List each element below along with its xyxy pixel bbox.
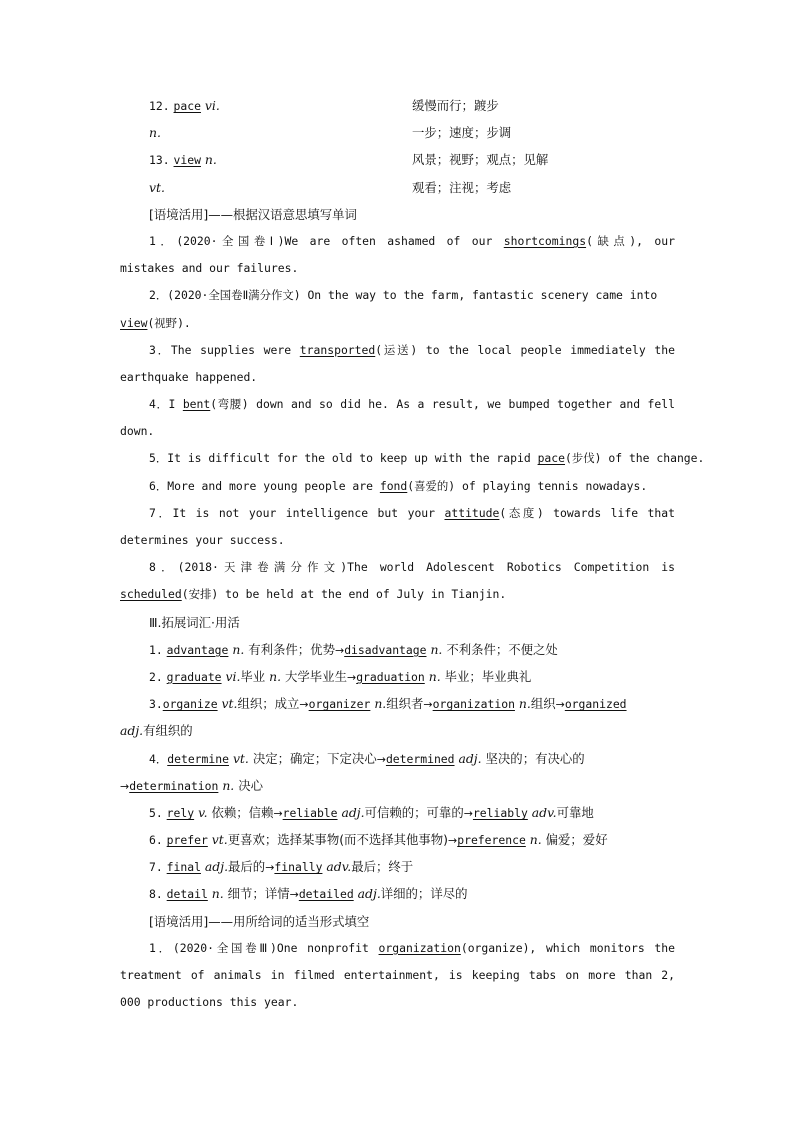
document-page xyxy=(120,92,705,1016)
ext-item-6: 6. prefer vt.更喜欢；选择某事物(而不选择其他事物)→preference n. 偏爱；爱好 xyxy=(149,832,608,848)
exercise-4-line-1: 4．I bent(弯腰) down and so did he. As a result, we bumped together and fell xyxy=(149,397,675,412)
arrow-icon: → xyxy=(423,698,433,712)
exercise-1-line-2: mistakes and our failures. xyxy=(120,261,299,276)
exercise-b1-line-2: treatment of animals in filmed entertainment, is keeping tabs on more than 2, xyxy=(120,968,675,982)
exercise-8-line-1: 8．(2018·天津卷满分作文)The world Adolescent Robotics Competition is xyxy=(149,560,675,575)
arrow-icon: → xyxy=(448,834,458,848)
arrow-icon: → xyxy=(376,752,386,766)
exercise-1-line-1: 1．(2020·全国卷Ⅰ)We are often ashamed of our shortcomings(缺点), our xyxy=(149,233,675,248)
arrow-icon: → xyxy=(463,806,473,820)
arrow-icon: → xyxy=(265,861,275,875)
section-title-fill-forms: [语境活用]——用所给词的适当形式填空 xyxy=(149,913,370,929)
arrow-icon: → xyxy=(120,779,130,793)
ext-item-1: 1. advantage n. 有利条件；优势→disadvantage n. 不利条件；不便之处 xyxy=(149,641,558,657)
vocab-row-13: 13. view n. 风景；视野；观点；见解 xyxy=(149,152,549,168)
ext-item-4-line-2: →determination n. 决心 xyxy=(120,777,263,793)
arrow-icon: → xyxy=(555,698,565,712)
exercise-3-line-1: 3．The supplies were transported(运送) to the local people immediately the xyxy=(149,342,675,357)
ext-item-2: 2. graduate vi.毕业 n. 大学毕业生→graduation n. 毕业；毕业典礼 xyxy=(149,668,532,684)
exercise-5: 5．It is difficult for the old to keep up with the rapid pace(步伐) of the change. xyxy=(149,451,705,466)
section-title-extended-vocab: Ⅲ.拓展词汇·用活 xyxy=(149,614,240,630)
arrow-icon: → xyxy=(334,643,345,657)
exercise-6: 6．More and more young people are fond(喜爱的) of playing tennis nowadays. xyxy=(149,478,648,493)
ext-item-3-line-2: adj.有组织的 xyxy=(120,723,193,739)
ext-item-3-line-1: 3.organize vt.组织；成立→organizer n.组织者→organization n.组织→organized xyxy=(149,696,627,712)
vocab-row-13-verb: vt. 观看；注视；考虑 xyxy=(149,179,512,195)
exercise-4-line-2: down. xyxy=(120,424,155,439)
ext-item-5: 5. rely v. 依赖；信赖→reliable adj.可信赖的；可靠的→reliably adv.可靠地 xyxy=(149,804,594,820)
exercise-7-line-2: determines your success. xyxy=(120,533,285,547)
exercise-3-line-2: earthquake happened. xyxy=(120,369,258,384)
ext-item-4-line-1: 4．determine vt. 决定；确定；下定决心→determined adj. 坚决的；有决心的 xyxy=(149,750,585,766)
arrow-icon: → xyxy=(273,806,283,820)
ext-item-8: 8. detail n. 细节；详情→detailed adj.详细的；详尽的 xyxy=(149,886,468,902)
exercise-2-line-1: 2．(2020·全国卷Ⅱ满分作文) On the way to the farm, fantastic scenery came into xyxy=(149,288,658,303)
exercise-7-line-1: 7．It is not your intelligence but your attitude(态度) towards life that xyxy=(149,505,675,520)
arrow-icon: → xyxy=(289,888,299,902)
exercise-b1-line-1: 1．(2020·全国卷Ⅲ)One nonprofit organization(organize), which monitors the xyxy=(149,940,675,955)
vocab-row-12: 12. pace vi. 缓慢而行；踱步 xyxy=(149,98,499,113)
arrow-icon: → xyxy=(299,698,309,712)
arrow-icon: → xyxy=(346,670,357,684)
section-title-fill-words: [语境活用]——根据汉语意思填写单词 xyxy=(149,206,357,222)
exercise-8-line-2: scheduled(安排) to be held at the end of July in Tianjin. xyxy=(120,587,507,602)
exercise-2-line-2: view(视野). xyxy=(120,315,191,330)
vocab-row-12-noun: n. 一步；速度；步调 xyxy=(149,125,512,141)
exercise-b1-line-3: 000 productions this year. xyxy=(120,995,299,1010)
ext-item-7: 7. final adj.最后的→finally adv.最后；终于 xyxy=(149,859,414,875)
